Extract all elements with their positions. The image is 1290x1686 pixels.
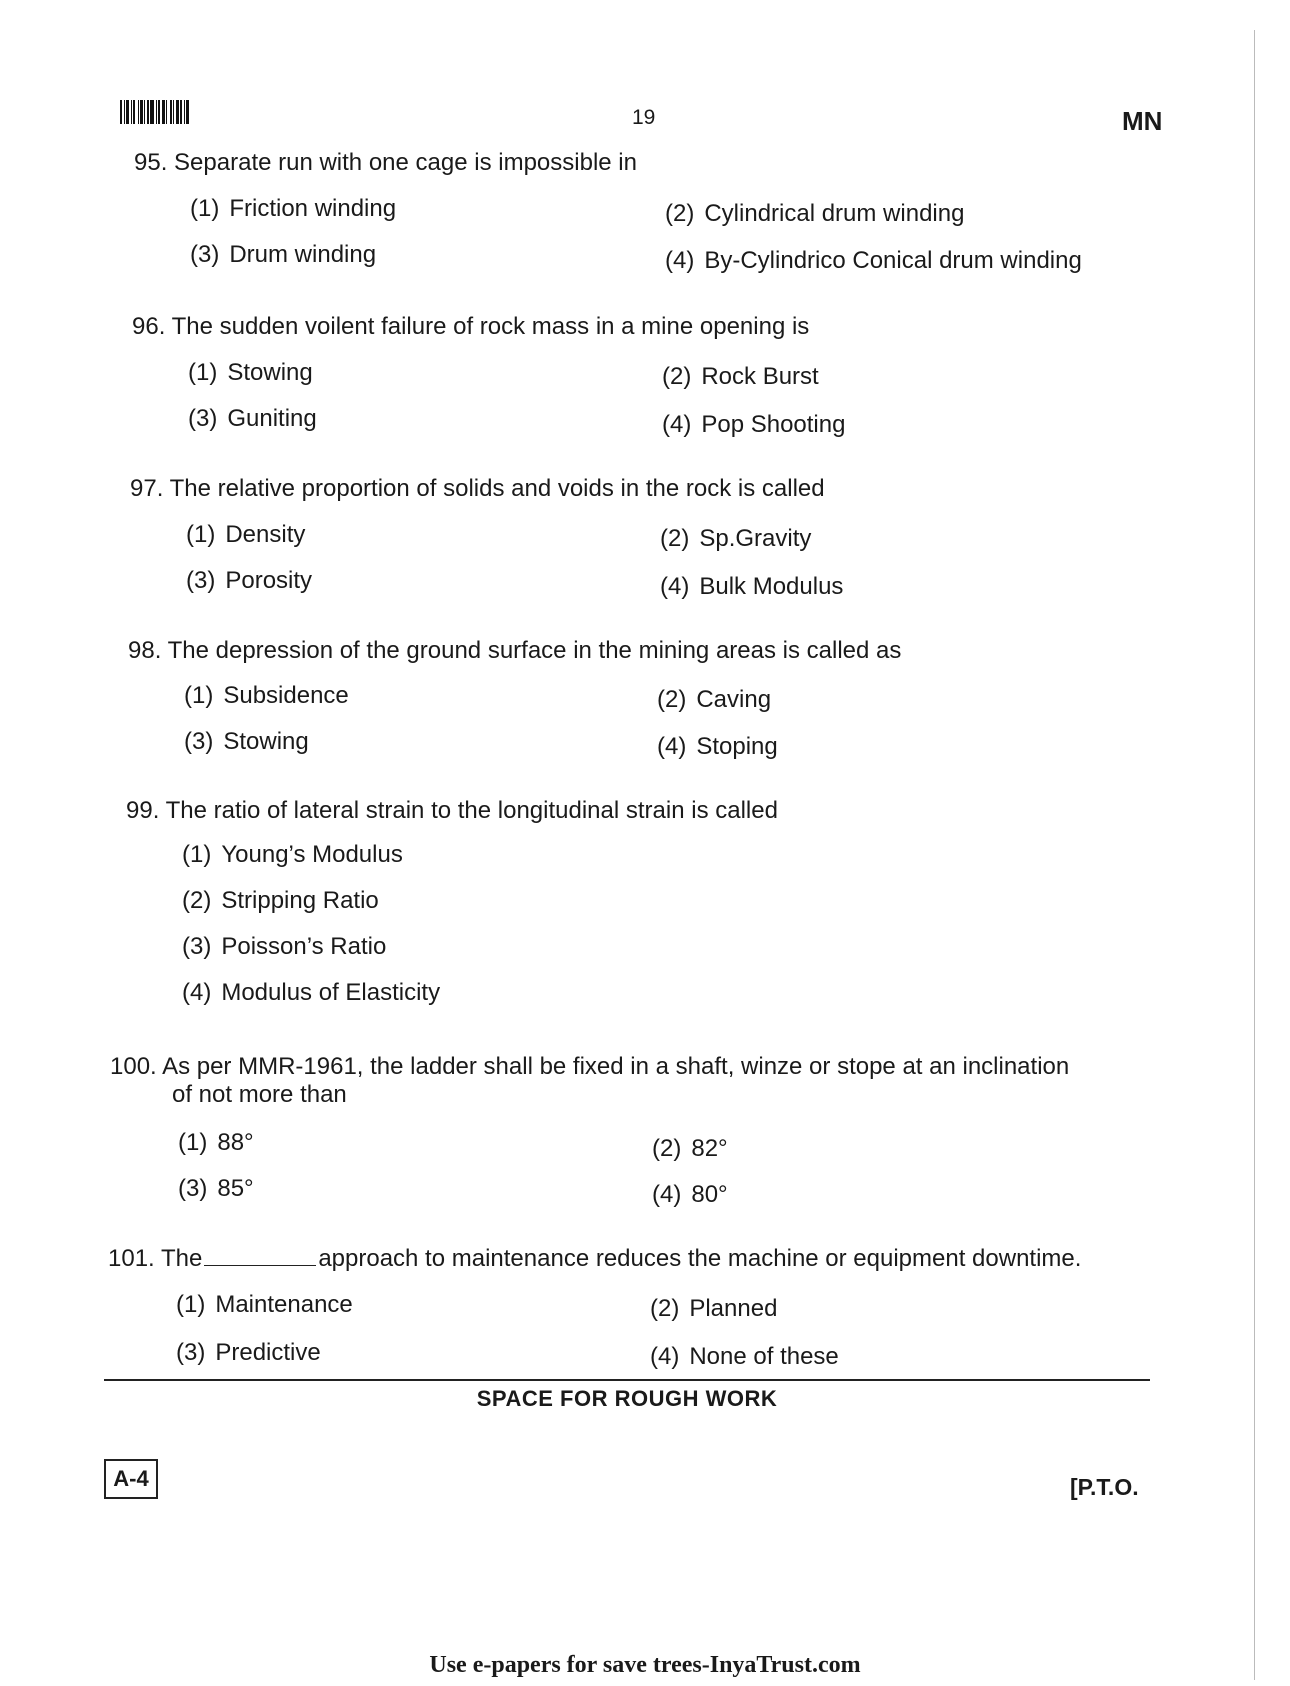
option-97-1[interactable]: (1) Density (186, 521, 306, 548)
option-100-1[interactable]: (1) 88° (178, 1129, 254, 1156)
page-edge-line (1254, 30, 1255, 1680)
option-101-3[interactable]: (3) Predictive (176, 1339, 321, 1366)
question-text: The sudden voilent failure of rock mass in a mine opening is (171, 313, 810, 340)
question-text: The relative proportion of solids and voids in the rock is called (169, 475, 825, 502)
question-95: 95. Separate run with one cage is impossible in (134, 149, 637, 176)
option-96-4[interactable]: (4) Pop Shooting (662, 411, 846, 438)
question-98: 98. The depression of the ground surface in the mining areas is called as (128, 637, 902, 664)
question-96: 96. The sudden voilent failure of rock mass in a mine opening is (132, 313, 810, 340)
option-98-2[interactable]: (2) Caving (657, 686, 772, 713)
option-100-3[interactable]: (3) 85° (178, 1175, 254, 1202)
option-95-3[interactable]: (3) Drum winding (190, 241, 377, 268)
option-99-2[interactable]: (2) Stripping Ratio (182, 887, 379, 914)
pto-label: [P.T.O. (1070, 1474, 1139, 1500)
option-96-3[interactable]: (3) Guniting (188, 405, 317, 432)
booklet-code: A-4 (104, 1459, 158, 1499)
question-97: 97. The relative proportion of solids and voids in the rock is called (130, 475, 825, 502)
question-text: The depression of the ground surface in the mining areas is called as (167, 637, 902, 664)
rough-work-divider (104, 1379, 1150, 1381)
option-98-3[interactable]: (3) Stowing (184, 728, 309, 755)
question-100-line2: of not more than (172, 1081, 347, 1108)
option-97-3[interactable]: (3) Porosity (186, 567, 313, 594)
question-100: 100. As per MMR-1961, the ladder shall be fixed in a shaft, winze or stope at an inclination (110, 1053, 1070, 1080)
question-101: 101. The approach to maintenance reduces the machine or equipment downtime. (108, 1245, 1082, 1272)
option-97-2[interactable]: (2) Sp.Gravity (660, 525, 812, 552)
option-98-4[interactable]: (4) Stoping (657, 733, 778, 760)
option-96-2[interactable]: (2) Rock Burst (662, 363, 819, 390)
option-98-1[interactable]: (1) Subsidence (184, 682, 349, 709)
answer-blank (204, 1245, 316, 1266)
option-95-2[interactable]: (2) Cylindrical drum winding (665, 200, 965, 227)
option-96-1[interactable]: (1) Stowing (188, 359, 313, 386)
barcode (120, 100, 210, 124)
option-100-2[interactable]: (2) 82° (652, 1135, 728, 1162)
footer-text: Use e-papers for save trees-InyaTrust.com (429, 1652, 861, 1678)
question-99: 99. The ratio of lateral strain to the longitudinal strain is called (126, 797, 778, 824)
option-101-4[interactable]: (4) None of these (650, 1343, 839, 1370)
option-99-4[interactable]: (4) Modulus of Elasticity (182, 979, 441, 1006)
rough-work-label: SPACE FOR ROUGH WORK (476, 1386, 778, 1411)
question-text: The ratio of lateral strain to the longitudinal strain is called (165, 797, 778, 824)
option-95-1[interactable]: (1) Friction winding (190, 195, 397, 222)
question-text: As per MMR-1961, the ladder shall be fixed in a shaft, winze or stope at an inclination (162, 1053, 1070, 1080)
option-99-3[interactable]: (3) Poisson’s Ratio (182, 933, 387, 960)
option-97-4[interactable]: (4) Bulk Modulus (660, 573, 844, 600)
subject-code: MN (1122, 106, 1163, 136)
option-101-2[interactable]: (2) Planned (650, 1295, 778, 1322)
page-number: 19 (632, 106, 656, 129)
question-text: Separate run with one cage is impossible in (174, 149, 637, 176)
option-100-4[interactable]: (4) 80° (652, 1181, 728, 1208)
option-99-1[interactable]: (1) Young’s Modulus (182, 841, 403, 868)
option-95-4[interactable]: (4) By-Cylindrico Conical drum winding (665, 247, 1082, 274)
option-101-1[interactable]: (1) Maintenance (176, 1291, 353, 1318)
